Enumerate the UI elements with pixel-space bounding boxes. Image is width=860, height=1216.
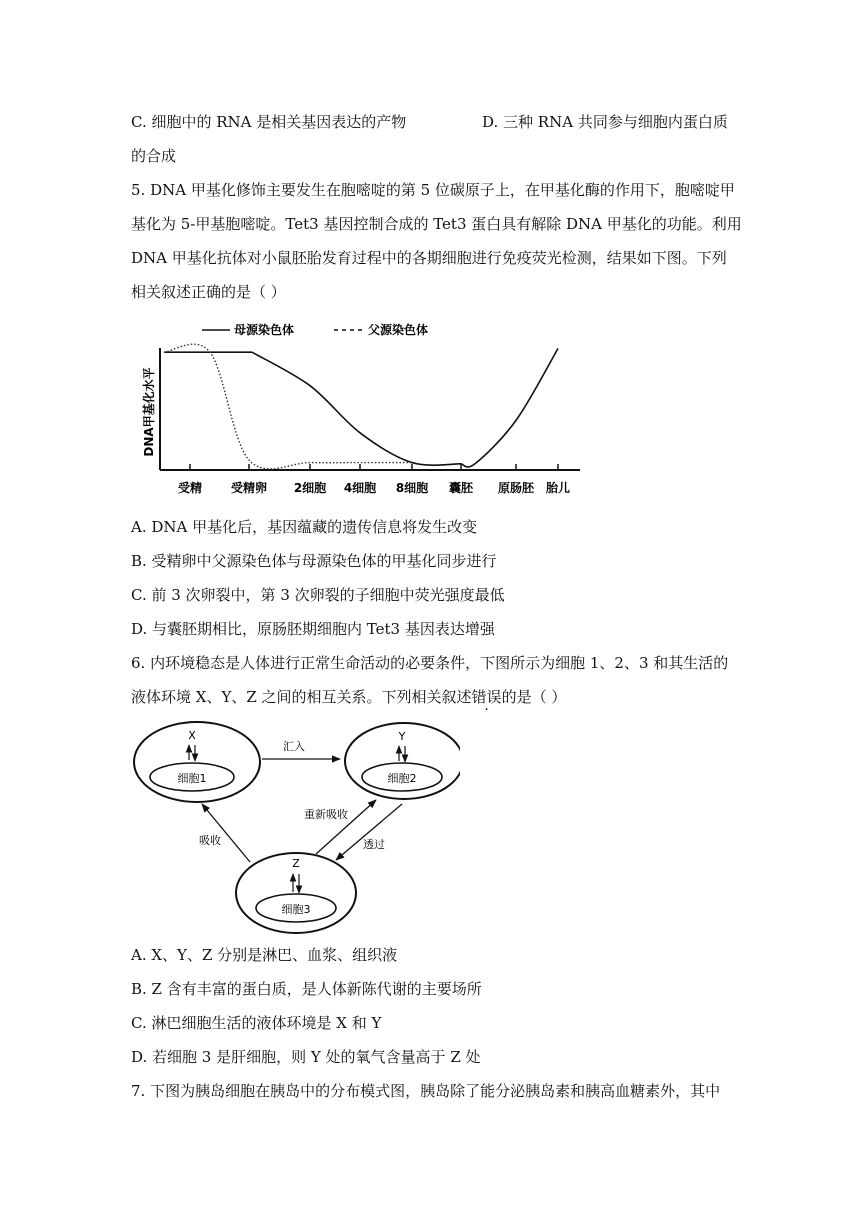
label-cell3: 细胞3 — [281, 903, 311, 916]
label-arrow-x-to-y: 汇入 — [283, 740, 305, 753]
q5-stem-line-3: DNA 甲基化抗体对小鼠胚胎发育过程中的各期细胞进行免疫荧光检测，结果如下图。下列 — [131, 249, 727, 267]
compartment-x — [134, 722, 260, 802]
legend-maternal-label: 母源染色体 — [234, 323, 295, 337]
x-tick-label: 胎儿 — [545, 481, 571, 495]
q6-option-b: B. Z 含有丰富的蛋白质，是人体新陈代谢的主要场所 — [131, 980, 482, 998]
body-fluid-diagram — [130, 718, 460, 940]
q6-option-d: D. 若细胞 3 是肝细胞，则 Y 处的氧气含量高于 Z 处 — [131, 1048, 481, 1066]
q4-option-c: C. 细胞中的 RNA 是相关基因表达的产物 — [131, 113, 407, 131]
compartment-y — [345, 723, 460, 799]
label-arrow-y-to-z: 透过 — [363, 838, 385, 851]
x-tick-label: 8细胞 — [395, 481, 429, 495]
compartment-z — [236, 853, 356, 933]
q6-stem-text: 液体环境 X、Y、Z 之间的相互关系。下列相关叙述 — [131, 688, 472, 706]
q7-stem: 7. 下图为胰岛细胞在胰岛中的分布模式图，胰岛除了能分泌胰岛素和胰高血糖素外，其中 — [131, 1082, 721, 1100]
x-tick-label: 囊胚 — [448, 481, 474, 495]
methylation-line-chart — [138, 318, 588, 500]
x-tick-label: 受精 — [177, 481, 203, 495]
q6-option-c: C. 淋巴细胞生活的液体环境是 X 和 Y — [131, 1014, 382, 1032]
q4-option-d-continuation: 的合成 — [131, 147, 177, 165]
q5-option-c: C. 前 3 次卵裂中，第 3 次卵裂的子细胞中荧光强度最低 — [131, 586, 505, 604]
q4-option-d: D. 三种 RNA 共同参与细胞内蛋白质 — [482, 113, 728, 131]
q5-stem-line-4: 相关叙述正确的是（ ） — [131, 283, 286, 301]
y-axis-label: DNA甲基化水平 — [142, 367, 156, 457]
q5-option-d: D. 与囊胚期相比，原肠胚期细胞内 Tet3 基因表达增强 — [131, 620, 495, 638]
label-x: X — [188, 729, 196, 742]
q6-stem-suffix: 的是（ ） — [501, 688, 567, 706]
series-maternal-line — [164, 348, 558, 467]
q6-option-a: A. X、Y、Z 分别是淋巴、血浆、组织液 — [131, 946, 398, 964]
q5-option-b: B. 受精卵中父源染色体与母源染色体的甲基化同步进行 — [131, 552, 497, 570]
label-cell1: 细胞1 — [177, 772, 207, 785]
label-z: Z — [292, 857, 300, 870]
legend-paternal-label: 父源染色体 — [368, 323, 429, 337]
x-tick-label: 4细胞 — [343, 481, 377, 495]
label-y: Y — [398, 730, 406, 743]
x-tick-label: 原肠胚 — [497, 481, 535, 495]
label-arrow-z-to-x: 吸收 — [199, 834, 221, 847]
q6-emphasis-word: 错误 — [471, 688, 502, 706]
q6-stem-line-1: 6. 内环境稳态是人体进行正常生命活动的必要条件，下图所示为细胞 1、2、3 和其生活的 — [131, 654, 729, 672]
label-cell2: 细胞2 — [387, 772, 417, 785]
q5-stem-line-1: 5. DNA 甲基化修饰主要发生在胞嘧啶的第 5 位碳原子上，在甲基化酶的作用下，胞嘧啶甲 — [131, 181, 735, 199]
series-paternal-line — [164, 344, 412, 469]
q6-stem-line-2 — [131, 687, 566, 707]
label-arrow-z-to-y: 重新吸收 — [304, 808, 348, 821]
x-tick-label: 受精卵 — [230, 481, 268, 495]
q5-stem-line-2: 基化为 5-甲基胞嘧啶。Tet3 基因控制合成的 Tet3 蛋白具有解除 DNA 甲基化的功能。利用 — [131, 215, 742, 233]
arrow-z-to-x — [202, 804, 250, 862]
q5-option-a: A. DNA 甲基化后，基因蕴藏的遗传信息将发生改变 — [131, 518, 478, 536]
x-tick-label: 2细胞 — [293, 481, 327, 495]
